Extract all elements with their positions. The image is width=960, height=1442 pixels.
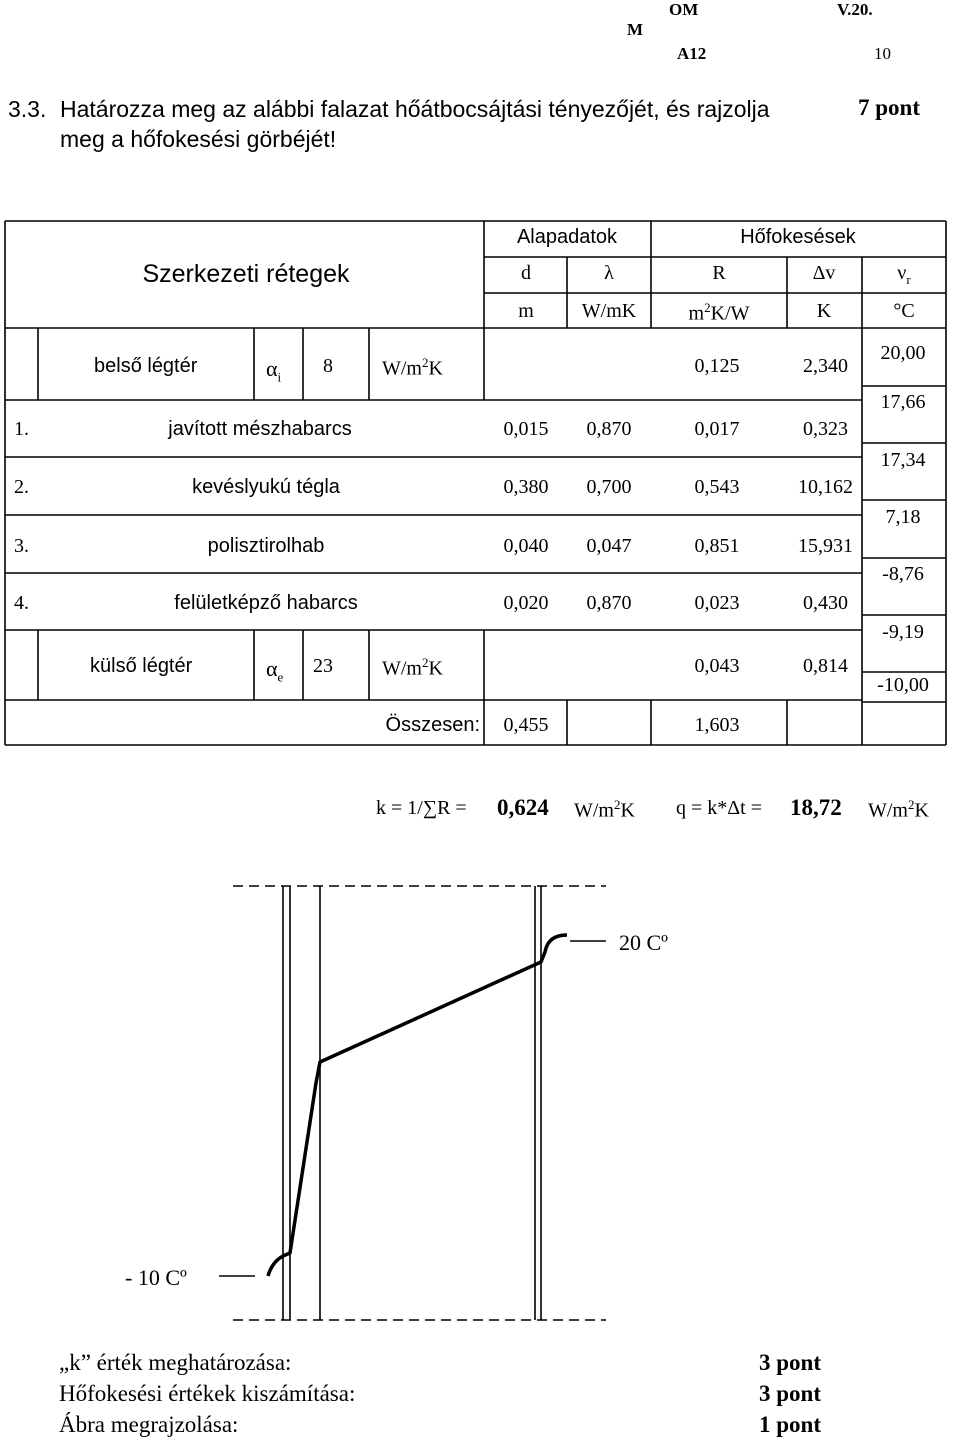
outer-dv: 0,814 — [803, 655, 848, 677]
col-delta-v: Δv — [812, 262, 836, 284]
task-points: 7 pont — [858, 95, 920, 120]
layer-R: 0,017 — [694, 418, 740, 440]
layer-lambda: 0,870 — [586, 418, 632, 440]
k-unit: $W/m^2K$ — [574, 797, 635, 822]
layer-dv: 10,162 — [798, 476, 853, 498]
col-nu-r: $\nu_r$ — [897, 262, 911, 287]
q-value: 18,72 — [790, 795, 842, 820]
layer-lambda: 0,700 — [586, 476, 632, 498]
task-number: 3.3. — [8, 96, 47, 122]
unit-lambda: W/mK — [581, 300, 637, 322]
layer-d: 0,380 — [503, 476, 549, 498]
temp-value: 17,66 — [880, 391, 926, 413]
score-label: Ábra megrajzolása: — [59, 1412, 239, 1437]
unit-delta-v: K — [816, 300, 832, 322]
alpha-e-unit: $W/m^2K$ — [382, 655, 443, 680]
header-version: V.20. — [837, 0, 873, 19]
layer-name: polisztirolhab — [207, 535, 325, 557]
layer-number: 1. — [14, 418, 29, 440]
table-title: Szerkezeti rétegek — [142, 260, 350, 288]
col-R: R — [712, 262, 726, 284]
outer-air-label: külső légtér — [90, 655, 193, 677]
inner-R: 0,125 — [694, 355, 740, 377]
total-R: 1,603 — [694, 714, 740, 736]
temp-value: -8,76 — [882, 563, 924, 585]
alpha-i: $\alpha_i$ — [266, 356, 282, 385]
layer-number: 2. — [14, 476, 29, 498]
alpha-e: $\alpha_e$ — [266, 656, 284, 685]
layer-name: felületképző habarcs — [174, 592, 358, 614]
total-label: Összesen: — [385, 714, 480, 736]
alpha-e-value: 23 — [313, 655, 333, 677]
score-points: 1 pont — [759, 1412, 821, 1437]
layer-d: 0,040 — [503, 535, 549, 557]
diagram-bottom-label: - 10 Cº — [125, 1265, 187, 1290]
task-line-1: Határozza meg az alábbi falazat hőátbocsájtási tényezőjét, és rajzolja — [60, 96, 770, 122]
header-m: M — [627, 20, 644, 39]
temp-value: -9,19 — [882, 621, 924, 643]
task-line-2: meg a hőfokesési görbéjét! — [60, 126, 337, 152]
header-om: OM — [669, 0, 699, 19]
layer-R: 0,851 — [694, 535, 740, 557]
layer-dv: 0,430 — [803, 592, 848, 614]
layer-R: 0,543 — [694, 476, 740, 498]
header-page-number: 10 — [874, 44, 891, 63]
layer-dv: 15,931 — [798, 535, 853, 557]
group-basic-data: Alapadatok — [516, 226, 618, 248]
outer-R: 0,043 — [694, 655, 740, 677]
layer-d: 0,020 — [503, 592, 549, 614]
alpha-i-unit: $W/m^2K$ — [382, 355, 443, 380]
temperature-curve — [268, 935, 567, 1276]
unit-nu-r: °C — [893, 300, 915, 322]
layer-name: kevéslyukú tégla — [192, 476, 340, 498]
group-temperature-drops: Hőfokesések — [740, 226, 856, 248]
layer-lambda: 0,047 — [586, 535, 632, 557]
temp-value: 20,00 — [880, 342, 926, 364]
layer-name: javított mészhabarcs — [168, 418, 352, 440]
layer-lambda: 0,870 — [586, 592, 632, 614]
score-label: „k” érték meghatározása: — [59, 1350, 292, 1375]
header-code: A12 — [677, 44, 707, 63]
col-lambda: λ — [604, 262, 614, 284]
q-label: q = k*Δt = — [676, 797, 762, 819]
col-d: d — [521, 262, 531, 284]
unit-d: m — [518, 300, 534, 322]
unit-R: $m^2K/W$ — [688, 300, 750, 325]
layer-d: 0,015 — [503, 418, 549, 440]
score-points: 3 pont — [759, 1350, 821, 1375]
layer-number: 4. — [14, 592, 29, 614]
temp-value: -10,00 — [877, 674, 929, 696]
q-unit: $W/m^2K$ — [868, 797, 929, 822]
temp-value: 17,34 — [880, 449, 926, 471]
k-label: k = 1/∑R = — [376, 797, 467, 819]
total-d: 0,455 — [503, 714, 549, 736]
alpha-i-value: 8 — [323, 355, 333, 377]
layer-number: 3. — [14, 535, 29, 557]
score-label: Hőfokesési értékek kiszámítása: — [59, 1381, 356, 1406]
k-value: 0,624 — [497, 795, 549, 820]
inner-dv: 2,340 — [803, 355, 848, 377]
layer-dv: 0,323 — [803, 418, 848, 440]
score-points: 3 pont — [759, 1381, 821, 1406]
layer-R: 0,023 — [694, 592, 740, 614]
temp-value: 7,18 — [885, 506, 921, 528]
inner-air-label: belső légtér — [94, 355, 198, 377]
diagram-top-label: 20 Cº — [619, 930, 668, 955]
